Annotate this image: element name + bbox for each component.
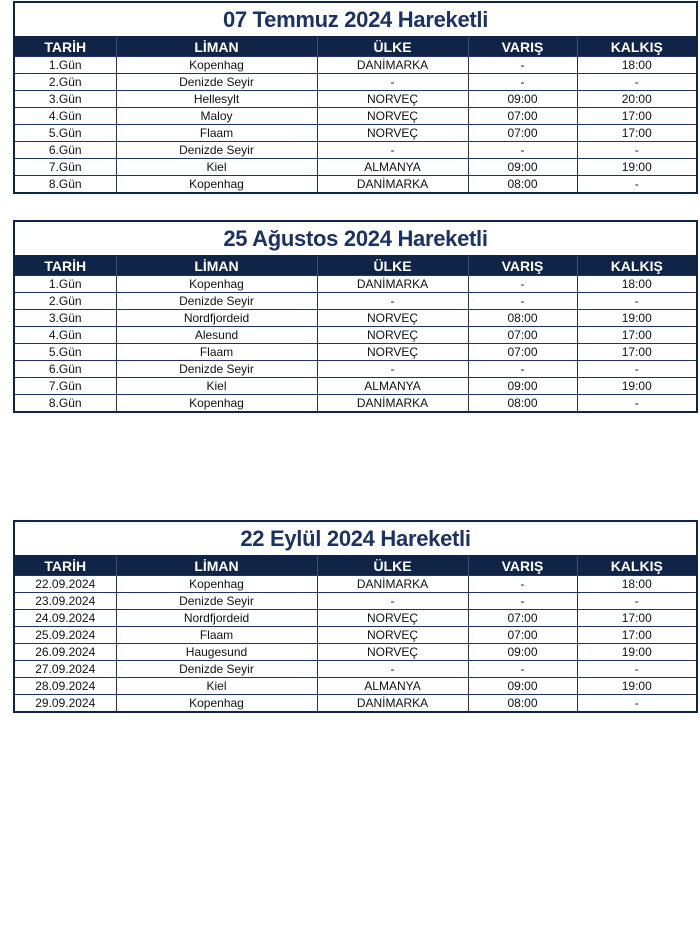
cell-departure: - xyxy=(577,395,696,412)
cell-port: Flaam xyxy=(116,627,317,644)
cell-arrival: 09:00 xyxy=(468,378,577,395)
cell-arrival: 08:00 xyxy=(468,395,577,412)
cell-country: DANİMARKA xyxy=(317,395,468,412)
cell-date: 22.09.2024 xyxy=(15,576,116,593)
cell-date: 29.09.2024 xyxy=(15,695,116,712)
cell-country: NORVEÇ xyxy=(317,644,468,661)
schedule-table-2 xyxy=(13,220,698,413)
cell-country: NORVEÇ xyxy=(317,310,468,327)
cell-departure: 17:00 xyxy=(577,610,696,627)
cell-port: Denizde Seyir xyxy=(116,593,317,610)
cell-arrival: 08:00 xyxy=(468,176,577,193)
cell-departure: 17:00 xyxy=(577,327,696,344)
cell-departure: 19:00 xyxy=(577,159,696,176)
cell-port: Flaam xyxy=(116,344,317,361)
cell-country: DANİMARKA xyxy=(317,57,468,74)
cell-port: Denizde Seyir xyxy=(116,293,317,310)
table-row xyxy=(15,310,696,327)
cell-arrival: 09:00 xyxy=(468,91,577,108)
cell-arrival: - xyxy=(468,142,577,159)
cell-departure: - xyxy=(577,176,696,193)
cell-date: 1.Gün xyxy=(15,276,116,293)
table-row xyxy=(15,610,696,627)
cell-country: ALMANYA xyxy=(317,378,468,395)
table-row xyxy=(15,678,696,695)
cell-arrival: 07:00 xyxy=(468,327,577,344)
cell-port: Kopenhag xyxy=(116,395,317,412)
cell-port: Hellesylt xyxy=(116,91,317,108)
cell-arrival: 07:00 xyxy=(468,627,577,644)
cell-country: NORVEÇ xyxy=(317,108,468,125)
table-row xyxy=(15,276,696,293)
cell-country: - xyxy=(317,361,468,378)
cell-departure: 18:00 xyxy=(577,276,696,293)
cell-departure: - xyxy=(577,74,696,91)
cell-date: 8.Gün xyxy=(15,395,116,412)
cell-port: Kopenhag xyxy=(116,276,317,293)
column-header-date: TARİH xyxy=(15,37,116,57)
cell-arrival: - xyxy=(468,293,577,310)
table-row xyxy=(15,125,696,142)
cell-arrival: 07:00 xyxy=(468,610,577,627)
cell-arrival: - xyxy=(468,661,577,678)
cell-date: 7.Gün xyxy=(15,378,116,395)
table-row xyxy=(15,344,696,361)
cell-port: Nordfjordeid xyxy=(116,610,317,627)
cell-country: DANİMARKA xyxy=(317,695,468,712)
cell-departure: 19:00 xyxy=(577,310,696,327)
table-row xyxy=(15,57,696,74)
cell-arrival: - xyxy=(468,361,577,378)
cell-port: Haugesund xyxy=(116,644,317,661)
cell-date: 28.09.2024 xyxy=(15,678,116,695)
cell-port: Kiel xyxy=(116,159,317,176)
cell-date: 5.Gün xyxy=(15,344,116,361)
header-row xyxy=(15,256,696,276)
cell-date: 27.09.2024 xyxy=(15,661,116,678)
cell-departure: 17:00 xyxy=(577,108,696,125)
cell-arrival: 09:00 xyxy=(468,159,577,176)
cell-country: - xyxy=(317,593,468,610)
cell-departure: 17:00 xyxy=(577,125,696,142)
cell-departure: - xyxy=(577,661,696,678)
cell-country: NORVEÇ xyxy=(317,327,468,344)
cell-port: Denizde Seyir xyxy=(116,142,317,159)
column-header-departure: KALKIŞ xyxy=(577,256,696,276)
table-row xyxy=(15,627,696,644)
cell-port: Kopenhag xyxy=(116,576,317,593)
cell-arrival: 07:00 xyxy=(468,344,577,361)
cell-date: 7.Gün xyxy=(15,159,116,176)
cell-departure: 19:00 xyxy=(577,678,696,695)
column-header-departure: KALKIŞ xyxy=(577,37,696,57)
cell-country: - xyxy=(317,142,468,159)
cell-port: Maloy xyxy=(116,108,317,125)
cell-port: Flaam xyxy=(116,125,317,142)
cell-country: DANİMARKA xyxy=(317,276,468,293)
cell-date: 6.Gün xyxy=(15,142,116,159)
cell-country: NORVEÇ xyxy=(317,344,468,361)
cell-date: 23.09.2024 xyxy=(15,593,116,610)
table-row xyxy=(15,576,696,593)
cell-port: Kopenhag xyxy=(116,57,317,74)
column-header-date: TARİH xyxy=(15,556,116,576)
cell-departure: 19:00 xyxy=(577,378,696,395)
cell-country: NORVEÇ xyxy=(317,627,468,644)
cell-arrival: 08:00 xyxy=(468,310,577,327)
cell-date: 24.09.2024 xyxy=(15,610,116,627)
column-header-departure: KALKIŞ xyxy=(577,556,696,576)
header-row xyxy=(15,556,696,576)
cell-port: Kiel xyxy=(116,378,317,395)
schedule-grid xyxy=(15,556,696,711)
cell-departure: - xyxy=(577,695,696,712)
cell-arrival: - xyxy=(468,593,577,610)
table-row xyxy=(15,142,696,159)
cell-departure: - xyxy=(577,293,696,310)
cell-departure: - xyxy=(577,361,696,378)
cell-country: NORVEÇ xyxy=(317,610,468,627)
schedule-table-3 xyxy=(13,520,698,713)
table-row xyxy=(15,91,696,108)
cell-country: DANİMARKA xyxy=(317,176,468,193)
schedule-table-1 xyxy=(13,1,698,194)
table-row xyxy=(15,176,696,193)
cell-port: Kopenhag xyxy=(116,695,317,712)
cell-date: 5.Gün xyxy=(15,125,116,142)
cell-port: Kopenhag xyxy=(116,176,317,193)
cell-date: 2.Gün xyxy=(15,74,116,91)
table-row xyxy=(15,661,696,678)
table-row xyxy=(15,395,696,412)
column-header-country: ÜLKE xyxy=(317,256,468,276)
table-row xyxy=(15,327,696,344)
cell-date: 6.Gün xyxy=(15,361,116,378)
cell-arrival: - xyxy=(468,74,577,91)
column-header-country: ÜLKE xyxy=(317,556,468,576)
column-header-arrival: VARIŞ xyxy=(468,256,577,276)
cell-country: - xyxy=(317,293,468,310)
cell-port: Denizde Seyir xyxy=(116,361,317,378)
cell-date: 3.Gün xyxy=(15,91,116,108)
cell-date: 4.Gün xyxy=(15,108,116,125)
table-row xyxy=(15,108,696,125)
cell-port: Denizde Seyir xyxy=(116,661,317,678)
column-header-country: ÜLKE xyxy=(317,37,468,57)
cell-arrival: 08:00 xyxy=(468,695,577,712)
cell-country: DANİMARKA xyxy=(317,576,468,593)
table-row xyxy=(15,159,696,176)
cell-arrival: - xyxy=(468,57,577,74)
column-header-arrival: VARIŞ xyxy=(468,37,577,57)
cell-arrival: - xyxy=(468,276,577,293)
cell-departure: 20:00 xyxy=(577,91,696,108)
cell-departure: 18:00 xyxy=(577,576,696,593)
cell-departure: - xyxy=(577,593,696,610)
schedule-title: 22 Eylül 2024 Hareketli xyxy=(15,522,696,556)
column-header-port: LİMAN xyxy=(116,256,317,276)
schedule-title: 07 Temmuz 2024 Hareketli xyxy=(15,3,696,37)
table-row xyxy=(15,74,696,91)
cell-date: 1.Gün xyxy=(15,57,116,74)
column-header-date: TARİH xyxy=(15,256,116,276)
cell-country: - xyxy=(317,661,468,678)
cell-arrival: 07:00 xyxy=(468,125,577,142)
cell-date: 3.Gün xyxy=(15,310,116,327)
table-row xyxy=(15,695,696,712)
schedule-title: 25 Ağustos 2024 Hareketli xyxy=(15,222,696,256)
cell-date: 25.09.2024 xyxy=(15,627,116,644)
table-row xyxy=(15,593,696,610)
cell-port: Nordfjordeid xyxy=(116,310,317,327)
cell-date: 2.Gün xyxy=(15,293,116,310)
header-row xyxy=(15,37,696,57)
cell-departure: - xyxy=(577,142,696,159)
cell-country: NORVEÇ xyxy=(317,125,468,142)
cell-arrival: 09:00 xyxy=(468,644,577,661)
cell-arrival: - xyxy=(468,576,577,593)
cell-port: Kiel xyxy=(116,678,317,695)
cell-arrival: 07:00 xyxy=(468,108,577,125)
cell-date: 26.09.2024 xyxy=(15,644,116,661)
column-header-port: LİMAN xyxy=(116,37,317,57)
cell-country: ALMANYA xyxy=(317,678,468,695)
cell-departure: 17:00 xyxy=(577,627,696,644)
cell-port: Alesund xyxy=(116,327,317,344)
column-header-port: LİMAN xyxy=(116,556,317,576)
cell-date: 8.Gün xyxy=(15,176,116,193)
cell-departure: 18:00 xyxy=(577,57,696,74)
schedule-grid xyxy=(15,256,696,411)
table-row xyxy=(15,644,696,661)
column-header-arrival: VARIŞ xyxy=(468,556,577,576)
cell-arrival: 09:00 xyxy=(468,678,577,695)
cell-date: 4.Gün xyxy=(15,327,116,344)
cell-departure: 17:00 xyxy=(577,344,696,361)
cell-country: - xyxy=(317,74,468,91)
schedule-grid xyxy=(15,37,696,192)
table-row xyxy=(15,293,696,310)
cell-country: ALMANYA xyxy=(317,159,468,176)
cell-country: NORVEÇ xyxy=(317,91,468,108)
table-row xyxy=(15,361,696,378)
table-row xyxy=(15,378,696,395)
cell-departure: 19:00 xyxy=(577,644,696,661)
cell-port: Denizde Seyir xyxy=(116,74,317,91)
